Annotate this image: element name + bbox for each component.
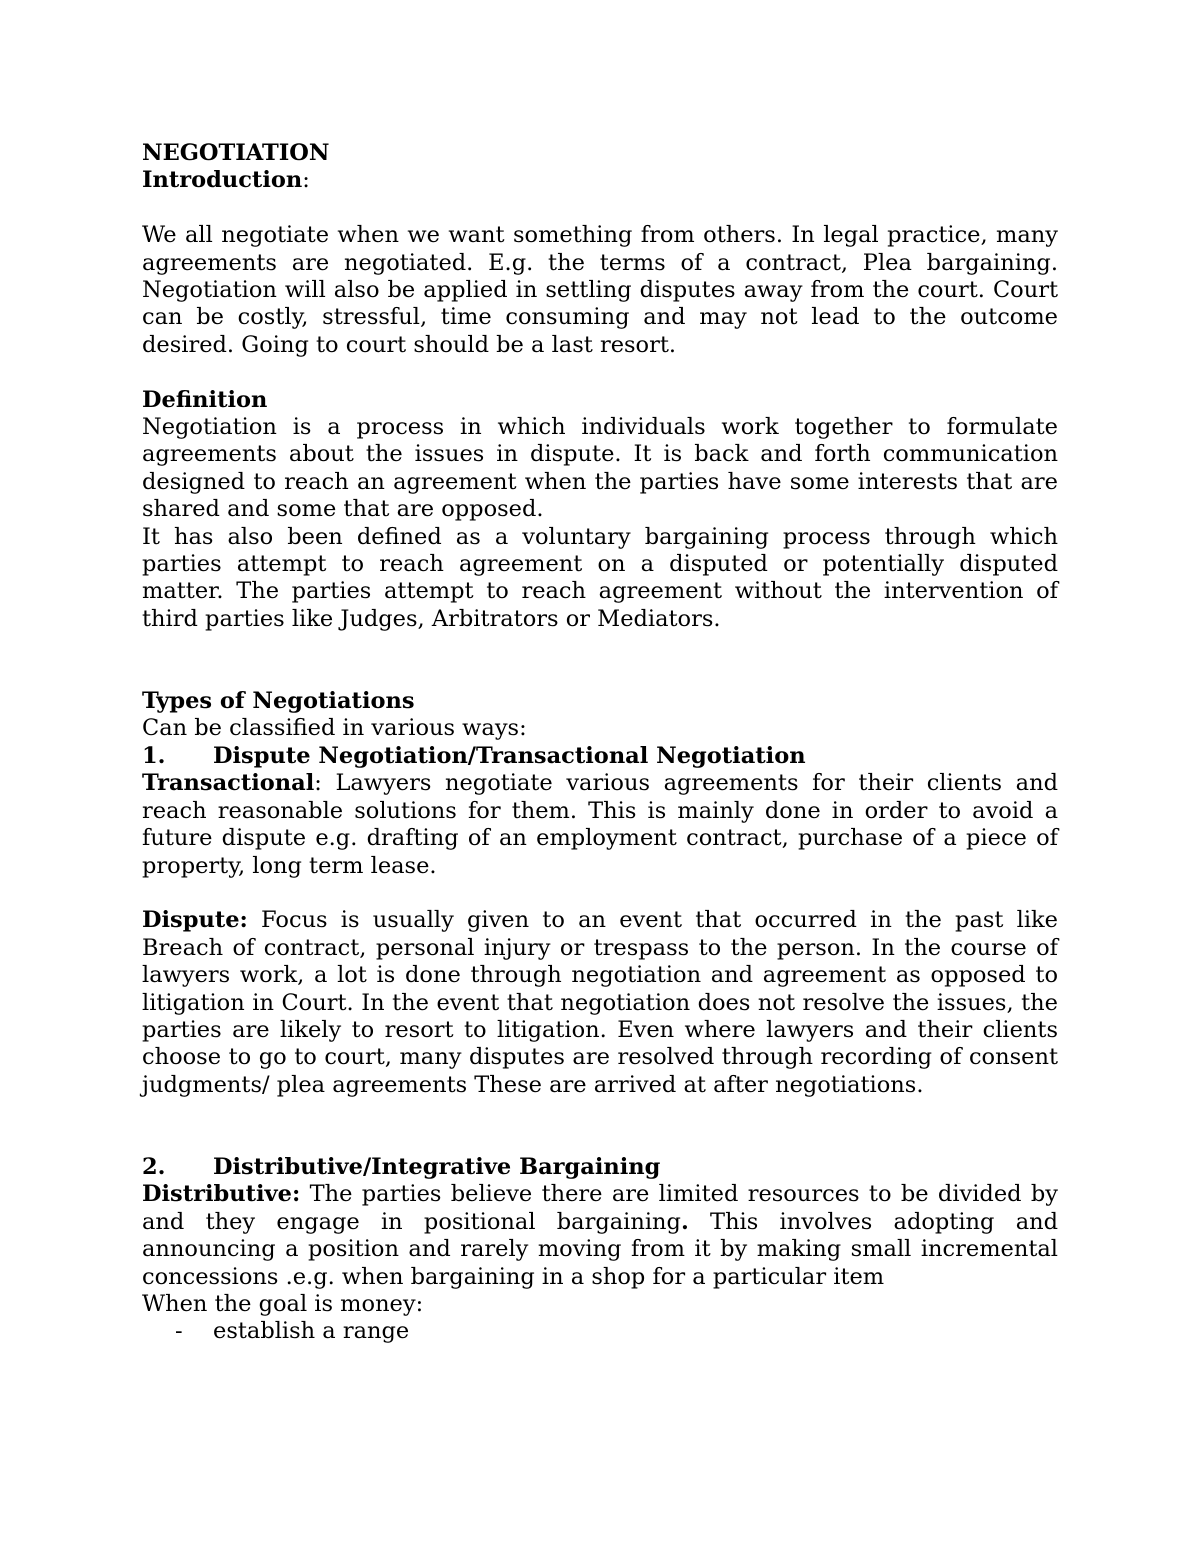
- types-intro: Can be classified in various ways:: [142, 715, 527, 742]
- document-title: NEGOTIATION: [142, 140, 330, 166]
- spacer: [142, 359, 1058, 386]
- distributive-text-a: The parties believe there are limited resources to be divided by and they engage in positional bargaining: [142, 1181, 1058, 1235]
- intro-heading: Introduction: [142, 167, 303, 194]
- dispute-text: Focus is usually given to an event that occurred in the past like Breach of contract, personal injury or trespass to the person. In the course of lawyers work, a lot is done through negotiation and agreement as opposed to litigation in Court. In the event that negotiation does not resolve the issues, the parties are likely to resort to litigation. Even where lawyers and their clients choose to go to court, many disputes are resolved through recording of consent judgments/ plea agreements These are arrived at after negotiations.: [142, 907, 1058, 1098]
- distributive-label: Distributive:: [142, 1181, 301, 1208]
- spacer: [142, 633, 1058, 688]
- list-item: [142, 1318, 1058, 1345]
- types-heading: Types of Negotiations: [142, 688, 415, 715]
- list-item-text: establish a range: [213, 1318, 410, 1345]
- distributive-text-b: This involves adopting and announcing a position and rarely moving from it by making small incremental concessions .e.g. when bargaining in a shop for a particular item: [142, 1208, 1058, 1290]
- list-number: 2.: [142, 1153, 166, 1180]
- intro-paragraph: We all negotiate when we want something from others. In legal practice, many agreements are negotiated. E.g. the terms of a contract, Plea bargaining. Negotiation will also be applied in settling disputes away from the court. Court can be costly, stressful, time consuming and may not lead to the outcome desired. Going to court should be a last resort.: [142, 222, 1058, 358]
- definition-paragraph-2: It has also been defined as a voluntary bargaining process through which parties attempt to reach agreement on a disputed or potentially disputed matter. The parties attempt to reach agreement without the intervention of third parties like Judges, Arbitrators or Mediators.: [142, 523, 1058, 632]
- intro-heading-colon: :: [302, 167, 310, 194]
- definition-paragraph-1: Negotiation is a process in which individuals work together to formulate agreements about the issues in dispute. It is back and forth communication designed to reach an agreement when the parties have some interests that are shared and some that are opposed.: [142, 414, 1058, 523]
- dispute-paragraph: [142, 907, 1058, 1099]
- intro-heading-line: [142, 167, 1058, 194]
- spacer: [142, 195, 1058, 222]
- numbered-heading-title: Dispute Negotiation/Transactional Negotiation: [213, 742, 806, 769]
- transactional-label: Transactional: [142, 770, 315, 797]
- transactional-paragraph: [142, 770, 1058, 880]
- dispute-label: Dispute:: [142, 907, 248, 934]
- dash-bullet: -: [175, 1318, 183, 1345]
- numbered-heading-1: [142, 743, 1058, 770]
- list-number: 1.: [142, 742, 166, 769]
- document-page: [142, 140, 1058, 1346]
- numbered-heading-2: [142, 1154, 1058, 1181]
- distributive-dot: .: [680, 1208, 689, 1235]
- transactional-text: : Lawyers negotiate various agreements for their clients and reach reasonable solutions for them. This is mainly done in order to avoid a future dispute e.g. drafting of an employment contract, purchase of a piece of property, long term lease.: [142, 770, 1058, 879]
- spacer: [142, 1099, 1058, 1154]
- money-line: When the goal is money:: [142, 1290, 424, 1317]
- numbered-heading-title: Distributive/Integrative Bargaining: [213, 1153, 661, 1180]
- distributive-paragraph: [142, 1181, 1058, 1291]
- definition-heading: Definition: [142, 386, 268, 413]
- spacer: [142, 880, 1058, 907]
